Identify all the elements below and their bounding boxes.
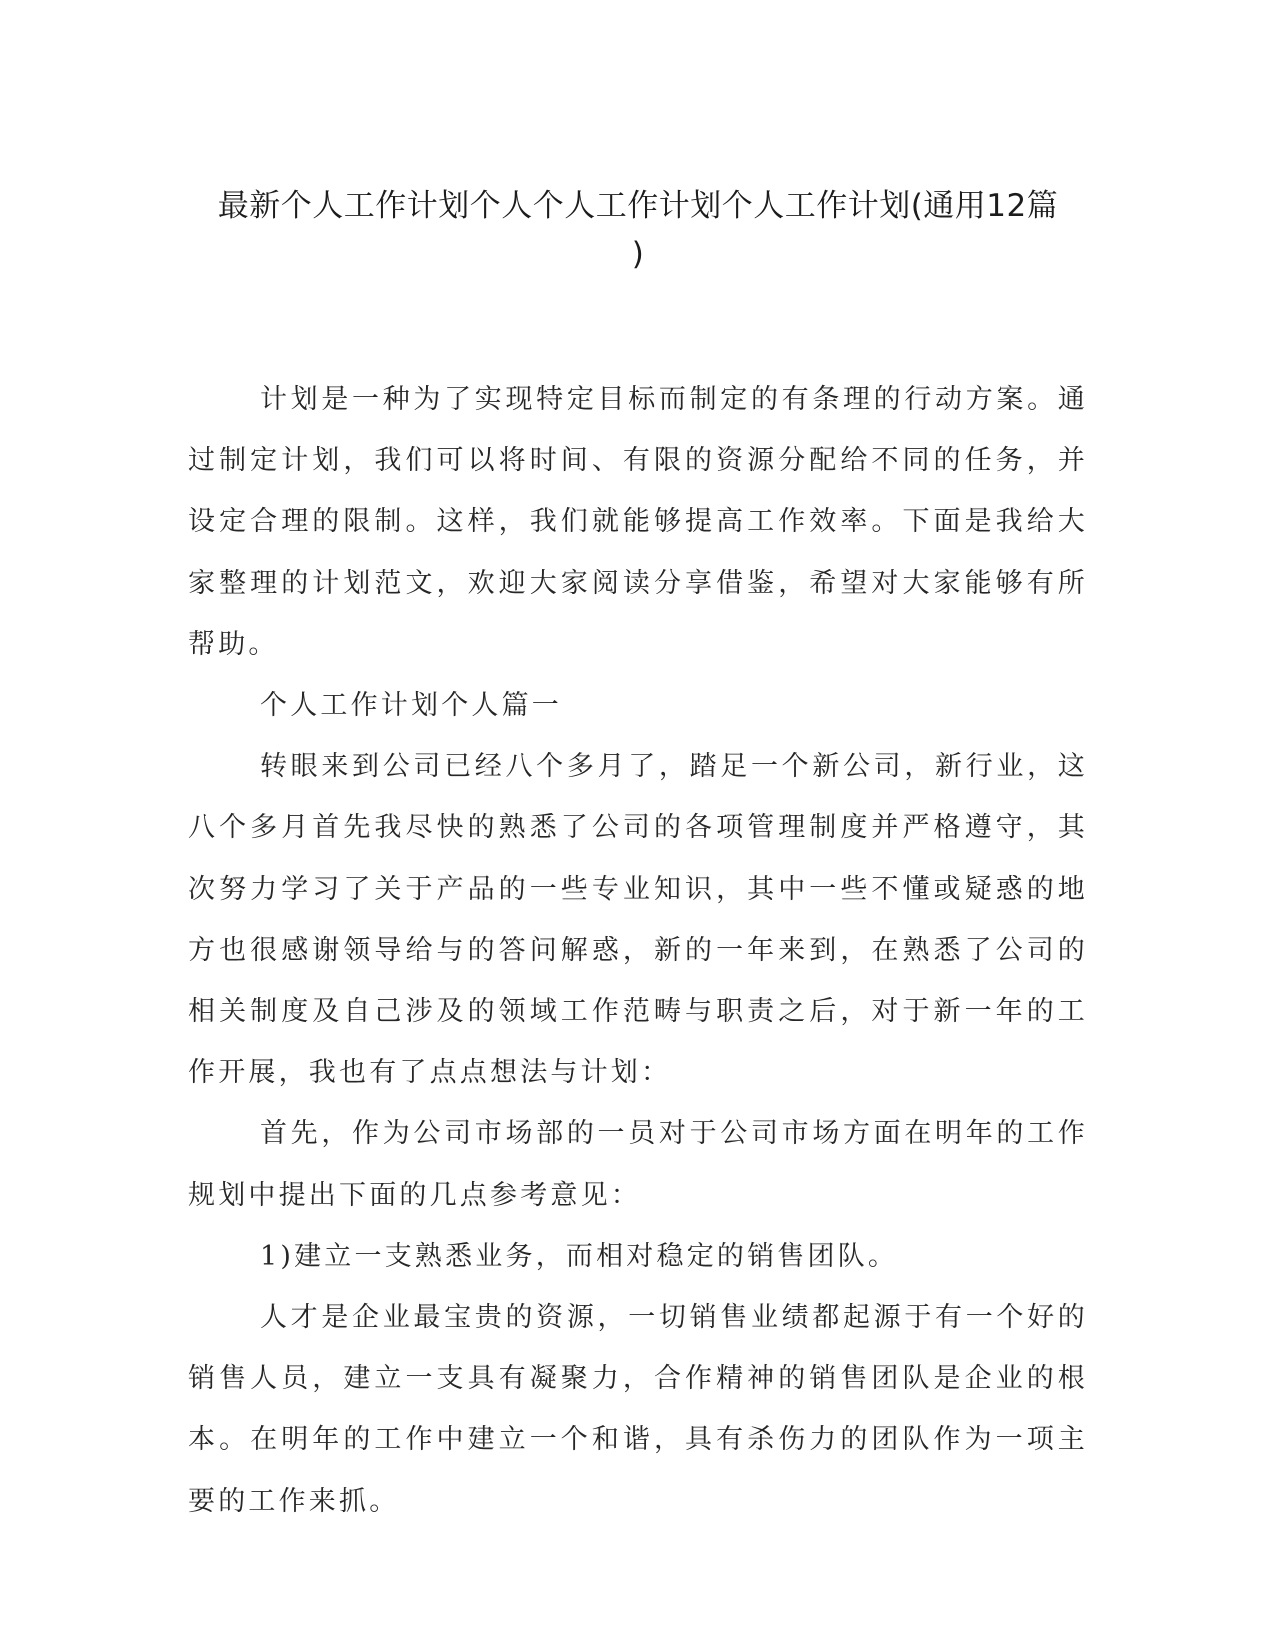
document-body xyxy=(188,369,1088,1532)
body-paragraph: 转眼来到公司已经八个多月了，踏足一个新公司，新行业，这八个多月首先我尽快的熟悉了公司的各项管理制度并严格遵守，其次努力学习了关于产品的一些专业知识，其中一些不懂或疑惑的地方也很感谢领导给与的答问解惑，新的一年来到，在熟悉了公司的相关制度及自己涉及的领域工作范畴与职责之后，对于新一年的工作开展，我也有了点点想法与计划： xyxy=(188,751,1088,1089)
intro-paragraph: 计划是一种为了实现特定目标而制定的有条理的行动方案。通过制定计划，我们可以将时间、有限的资源分配给不同的任务，并设定合理的限制。这样，我们就能够提高工作效率。下面是我给大家整理的计划范文，欢迎大家阅读分享借鉴，希望对大家能够有所帮助。 xyxy=(188,384,1088,660)
title-line-2: ) xyxy=(631,236,645,272)
title-line-1: 最新个人工作计划个人个人工作计划个人工作计划(通用12篇 xyxy=(217,188,1059,224)
body-paragraph: 人才是企业最宝贵的资源，一切销售业绩都起源于有一个好的销售人员，建立一支具有凝聚力，合作精神的销售团队是企业的根本。在明年的工作中建立一个和谐，具有杀伤力的团队作为一项主要的工作来抓。 xyxy=(188,1302,1088,1517)
body-paragraph: 首先，作为公司市场部的一员对于公司市场方面在明年的工作规划中提出下面的几点参考意见： xyxy=(188,1118,1088,1211)
list-item: 1)建立一支熟悉业务，而相对稳定的销售团队。 xyxy=(260,1240,899,1272)
document-title xyxy=(188,182,1088,278)
section-heading: 个人工作计划个人篇一 xyxy=(260,690,562,722)
